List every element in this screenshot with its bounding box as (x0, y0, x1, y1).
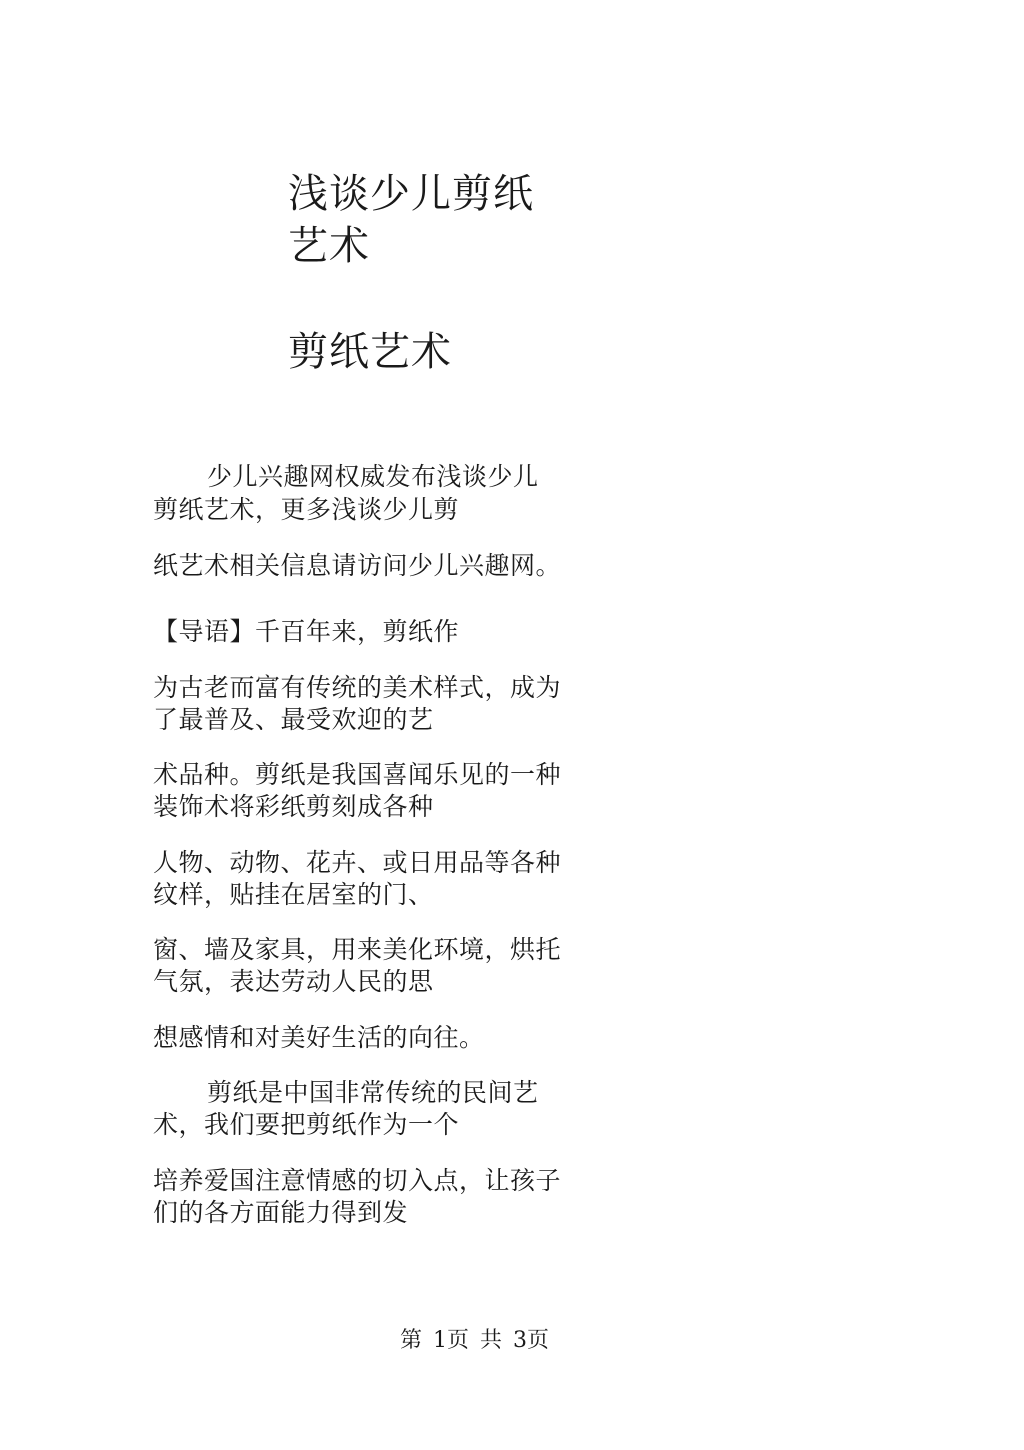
title-line-1: 浅谈少儿剪纸 (288, 171, 534, 217)
title-line-2: 艺术 (288, 223, 370, 269)
paragraph-line: 剪纸是中国非常传统的民间艺 (207, 1078, 539, 1107)
paragraph-line: 剪纸艺术，更多浅谈少儿剪 (153, 495, 460, 524)
paragraph-line: 们的各方面能力得到发 (153, 1198, 409, 1227)
paragraph-line: 了最普及、最受欢迎的艺 (153, 705, 434, 734)
document-title (288, 168, 558, 272)
document-subtitle: 剪纸艺术 (288, 329, 452, 375)
paragraph-line: 术，我们要把剪纸作为一个 (153, 1110, 460, 1139)
paragraph-line: 人物、动物、花卉、或日用品等各种 (153, 848, 562, 877)
paragraph-line: 想感情和对美好生活的向往。 (153, 1023, 485, 1052)
paragraph-line: 窗、墙及家具，用来美化环境，烘托 (153, 935, 562, 964)
paragraph-line: 【导语】千百年来，剪纸作 (153, 617, 460, 646)
paragraph-line: 为古老而富有传统的美术样式，成为 (153, 673, 562, 702)
paragraph-line: 少儿兴趣网权威发布浅谈少儿 (207, 462, 539, 491)
paragraph-line: 气氛，表达劳动人民的思 (153, 967, 434, 996)
paragraph-line: 培养爱国注意情感的切入点，让孩子 (153, 1166, 562, 1195)
page-number-footer: 第 1页 共 3页 (400, 1328, 549, 1353)
paragraph-line: 纹样，贴挂在居室的门、 (153, 880, 434, 909)
paragraph-line: 术品种。剪纸是我国喜闻乐见的一种 (153, 760, 562, 789)
paragraph-line: 装饰术将彩纸剪刻成各种 (153, 792, 434, 821)
paragraph-line: 纸艺术相关信息请访问少儿兴趣网。 (153, 551, 562, 580)
